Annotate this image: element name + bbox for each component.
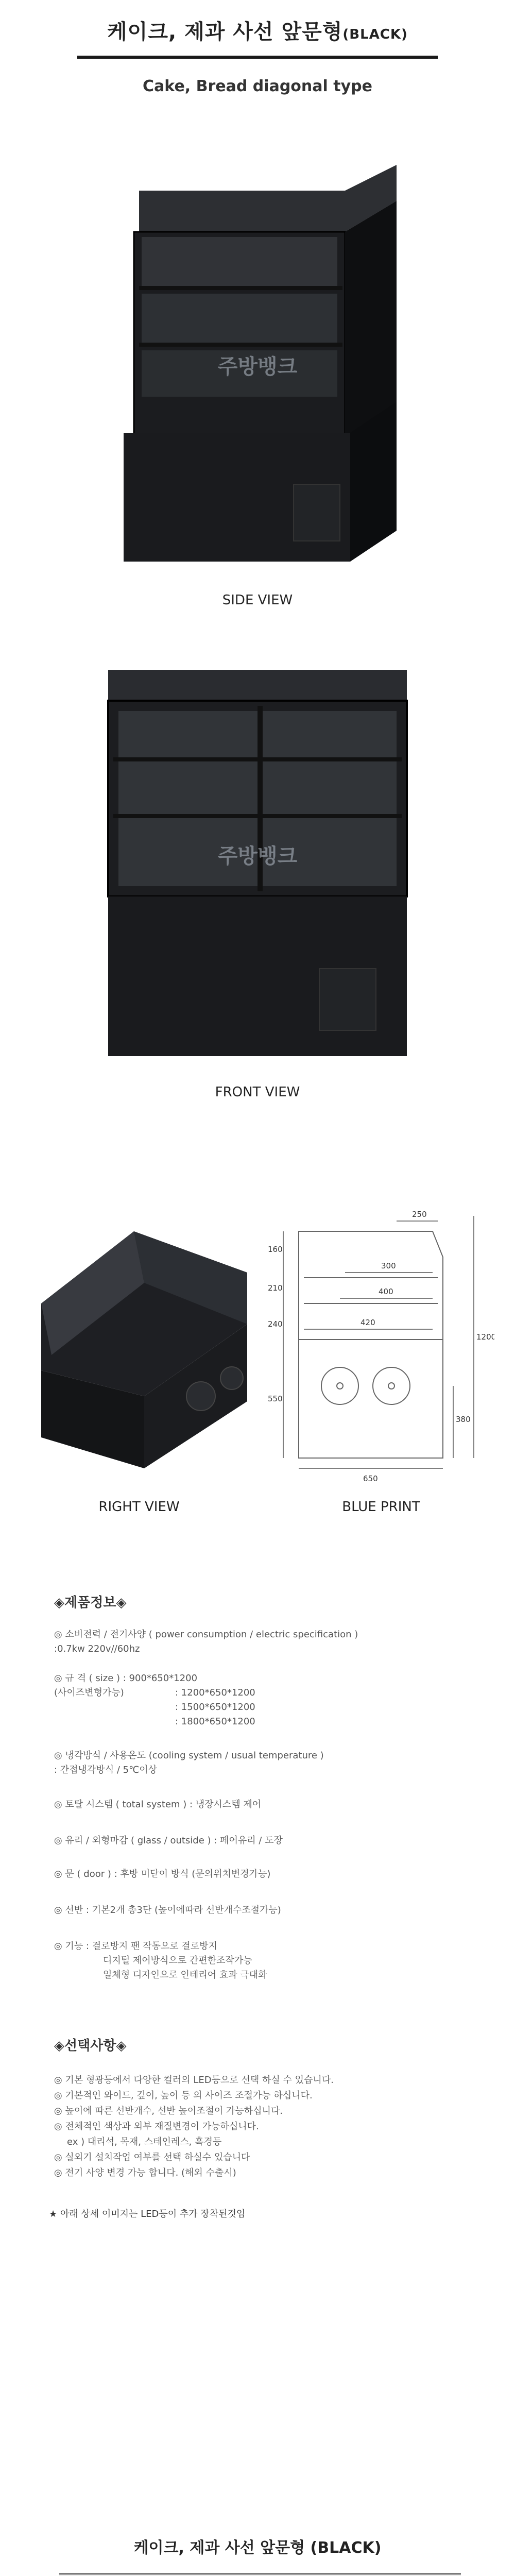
right-view-label: RIGHT VIEW — [98, 1499, 180, 1515]
size-value-2: : 1500*650*1200 — [175, 1702, 255, 1713]
col-header-temp — [349, 2574, 461, 2576]
function-spec-1: ◎ 기능 : 결로방지 팬 작동으로 결로방지 — [54, 1941, 217, 1952]
option-line: ◎ 전기 사양 변경 가능 합니다. (해외 수출시) — [54, 2167, 236, 2178]
dim-240: 240 — [268, 1319, 283, 1329]
dim-420: 420 — [360, 1318, 375, 1327]
dim-160: 160 — [268, 1245, 283, 1254]
option-line: ◎ 높이에 따른 선반개수, 선반 높이조절이 가능하십니다. — [54, 2106, 283, 2116]
function-spec-2: 디지털 제어방식으로 간편한조작가능 — [103, 1955, 252, 1966]
led-note: ★ 아래 상세 이미지는 LED등이 추가 장착된것임 — [49, 2209, 246, 2219]
title-suffix: (BLACK) — [342, 27, 408, 42]
col-header-dimensions — [188, 2574, 349, 2576]
table-header-row — [59, 2574, 461, 2576]
option-line: ex ) 대리석, 목재, 스테인레스, 흑경등 — [67, 2137, 222, 2147]
dim-210: 210 — [268, 1283, 283, 1293]
size-sub: (사이즈변형가능) — [54, 1687, 124, 1698]
door-spec: ◎ 문 ( door ) : 후방 미닫이 방식 (문의위치변경가능) — [54, 1869, 271, 1879]
option-line: ◎ 기본적인 와이드, 깊이, 높이 등 의 사이즈 조절가능 하십니다. — [54, 2090, 313, 2101]
shelf-spec: ◎ 선반 : 기본2개 총3단 (높이에따라 선반개수조절가능) — [54, 1905, 281, 1916]
option-line: ◎ 실외기 설치작업 여부를 선택 하실수 있습니다 — [54, 2152, 250, 2163]
model-table-title: 케이크, 제과 사선 앞문형 (BLACK) — [133, 2539, 382, 2557]
glass-outside: ◎ 유리 / 외형마감 ( glass / outside ) : 페어유리 / 도장 — [54, 1835, 283, 1846]
front-view-watermark: 주방뱅크 — [217, 844, 298, 868]
size-value-1: : 1200*650*1200 — [175, 1687, 255, 1698]
total-system: ◎ 토탈 시스템 ( total system ) : 냉장시스템 제어 — [54, 1799, 262, 1810]
dim-250: 250 — [412, 1210, 427, 1219]
page-title — [0, 15, 515, 45]
title-divider — [77, 56, 438, 59]
options-heading: ◈선택사항◈ — [54, 2038, 127, 2054]
right-view-cabinet-image — [31, 1200, 247, 1479]
function-spec-3: 일체형 디자인으로 인테리어 효과 극대화 — [103, 1970, 267, 1980]
dim-550: 550 — [268, 1394, 283, 1403]
page-subtitle: Cake, Bread diagonal type — [143, 77, 372, 95]
front-view-label: FRONT VIEW — [215, 1084, 300, 1100]
header — [0, 0, 515, 134]
power-label: ◎ 소비전력 / 전기사양 ( power consumption / electric specification ) — [54, 1629, 358, 1640]
blueprint-drawing — [268, 1200, 494, 1489]
dim-650: 650 — [363, 1474, 378, 1483]
power-value: :0.7kw 220v//60hz — [54, 1643, 140, 1654]
col-header-model — [59, 2574, 188, 2576]
cooling-value: : 간접냉각방식 / 5℃이상 — [54, 1765, 158, 1775]
blueprint-section — [268, 1200, 494, 1520]
product-info-heading: ◈제품정보◈ — [54, 1595, 127, 1611]
side-view-watermark: 주방뱅크 — [217, 355, 298, 379]
front-view-section — [77, 654, 438, 1108]
option-line: ◎ 기본 형광등에서 다양한 컬러의 LED등으로 선택 하실 수 있습니다. — [54, 2075, 334, 2086]
dim-1200: 1200 — [476, 1332, 494, 1342]
cooling-label: ◎ 냉각방식 / 사용온도 (cooling system / usual temperature ) — [54, 1750, 324, 1761]
dim-380: 380 — [456, 1415, 471, 1424]
side-view-label: SIDE VIEW — [222, 592, 293, 608]
size-value-3: : 1800*650*1200 — [175, 1716, 255, 1727]
dim-400: 400 — [379, 1287, 393, 1296]
blueprint-label: BLUE PRINT — [342, 1499, 420, 1515]
title-text: 케이크, 제과 사선 앞문형 — [107, 20, 343, 44]
right-view-section — [31, 1200, 247, 1520]
dim-300: 300 — [381, 1261, 396, 1270]
option-line: ◎ 전체적인 색상과 외부 재질변경이 가능하십니다. — [54, 2121, 259, 2132]
size-label: ◎ 규 격 ( size ) : 900*650*1200 — [54, 1673, 198, 1684]
model-table — [59, 2573, 461, 2576]
side-view-section — [77, 155, 438, 608]
